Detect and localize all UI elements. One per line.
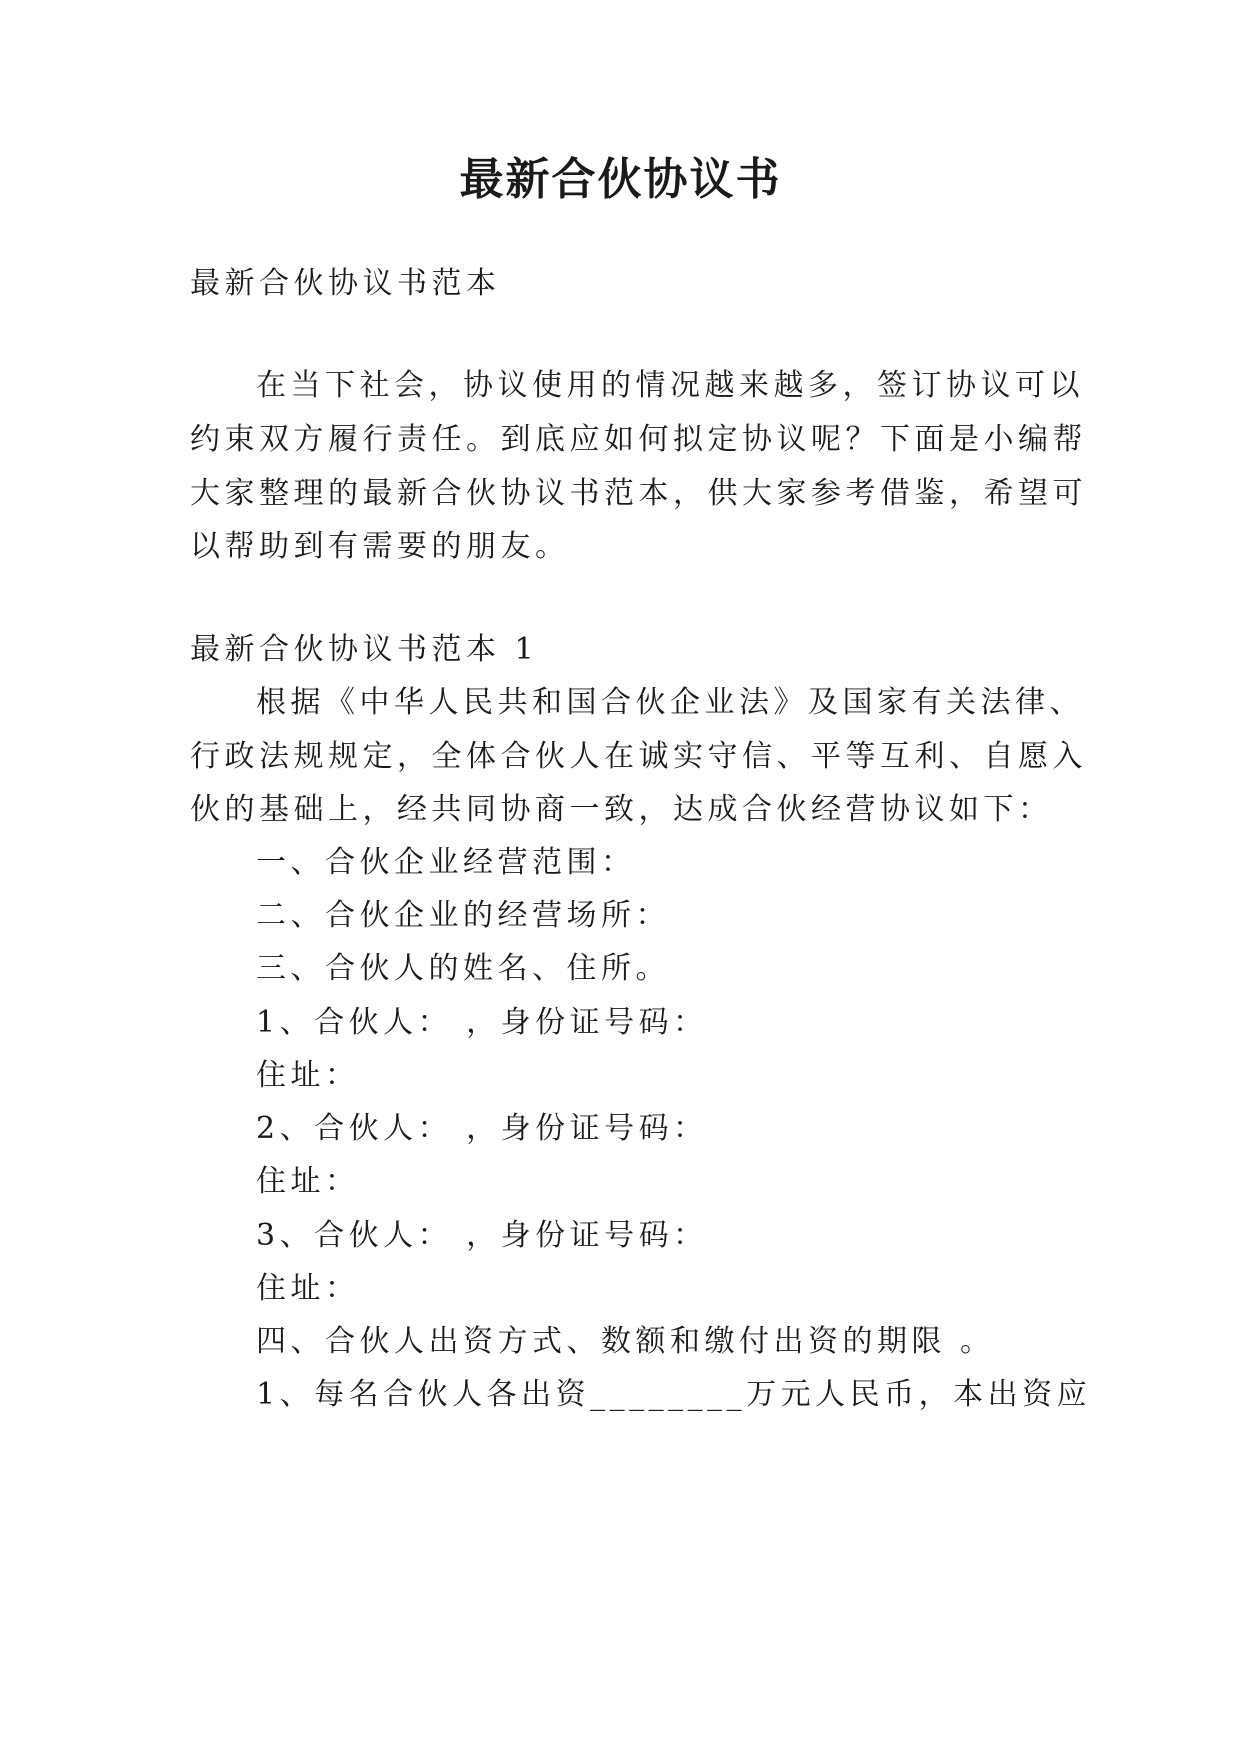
clause-line: 住址： (256, 1271, 360, 1306)
intro-line: 以帮助到有需要的朋友。 (190, 529, 570, 564)
preamble-line: 伙的基础上，经共同协商一致，达成合伙经营协议如下： (190, 792, 1053, 827)
intro-line: 约束双方履行责任。到底应如何拟定协议呢？下面是小编帮 (190, 422, 1087, 457)
section-heading: 最新合伙协议书范本 1 (190, 632, 539, 667)
intro-line: 大家整理的最新合伙协议书范本，供大家参考借鉴，希望可 (190, 476, 1087, 511)
document-title: 最新合伙协议书 (459, 154, 782, 205)
preamble-line: 根据《中华人民共和国合伙企业法》及国家有关法律、 (256, 685, 1084, 720)
clause-line: 住址： (256, 1058, 360, 1093)
clause-line: 四、合伙人出资方式、数额和缴付出资的期限 。 (256, 1324, 995, 1359)
clause-line: 3、合伙人： ，身份证号码： (256, 1218, 708, 1253)
clause-line: 2、合伙人： ，身份证号码： (256, 1111, 708, 1146)
clause-line: 三、合伙人的姓名、住所。 (256, 951, 670, 986)
clause-line: 1、合伙人： ，身份证号码： (256, 1005, 708, 1040)
clause-line: 住址： (256, 1164, 360, 1199)
clause-line: 一、合伙企业经营范围： (256, 845, 636, 880)
intro-line: 在当下社会，协议使用的情况越来越多，签订协议可以 (256, 368, 1084, 403)
preamble-line: 行政法规规定，全体合伙人在诚实守信、平等互利、自愿入 (190, 739, 1087, 774)
document-subtitle: 最新合伙协议书范本 (190, 266, 501, 301)
clause-line: 二、合伙企业的经营场所： (256, 898, 670, 933)
clause-line: 1、每名合伙人各出资________万元人民币，本出资应 (256, 1377, 1092, 1412)
